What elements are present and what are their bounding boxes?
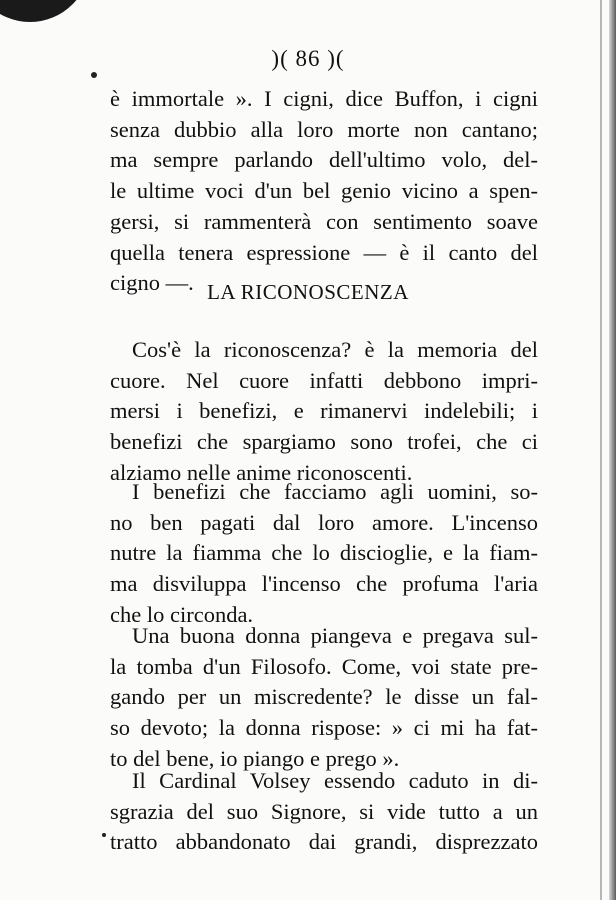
text-line: so devoto; la donna rispose: » ci mi ha fat- — [110, 715, 538, 741]
page-edge-line — [600, 0, 602, 900]
text-line: le ultime voci d'un bel genio vicino a spen- — [110, 178, 538, 204]
paragraph-riconoscenza-4 — [110, 766, 538, 858]
paragraph-riconoscenza-2 — [110, 477, 538, 631]
text-line: I benefizi che facciamo agli uomini, so- — [132, 479, 538, 504]
text-line: tratto abbandonato dai grandi, disprezzato — [110, 829, 538, 855]
section-heading: LA RICONOSCENZA — [207, 280, 409, 304]
text-line: cigno —. — [110, 270, 194, 296]
text-line: Una buona donna piangeva e pregava sul- — [132, 623, 538, 648]
scan-corner-shadow — [0, 0, 90, 22]
text-line: ma disviluppa l'incenso che profuma l'aria — [110, 571, 538, 597]
text-line: gersi, si rammenterà con sentimento soave — [110, 208, 538, 234]
paragraph-riconoscenza-1 — [110, 335, 538, 489]
text-line: Cos'è la riconoscenza? è la memoria del — [132, 337, 538, 362]
text-line: benefizi che spargiamo sono trofei, che ci — [110, 429, 538, 455]
text-line: no ben pagati dal loro amore. L'incenso — [110, 509, 538, 535]
text-line: Il Cardinal Volsey essendo caduto in di- — [132, 768, 538, 793]
text-line: alziamo nelle anime riconoscenti. — [110, 459, 413, 485]
text-line: to del bene, io piango e prego ». — [110, 745, 400, 771]
text-line: sgrazia del suo Signore, si vide tutto a un — [110, 798, 538, 824]
ink-speck — [102, 833, 106, 837]
text-line: ma sempre parlando dell'ultimo volo, del- — [110, 147, 538, 173]
text-line: è immortale ». I cigni, dice Buffon, i cigni — [110, 86, 538, 111]
text-line: mersi i benefizi, e rimanervi indelebili; i — [110, 398, 538, 424]
text-line: senza dubbio alla loro morte non cantano; — [110, 116, 538, 142]
text-line: che lo circonda. — [110, 601, 254, 627]
text-line: nutre la fiamma che lo discioglie, e la fiam- — [110, 540, 538, 566]
page-right-edge — [609, 0, 616, 900]
paragraph-riconoscenza-3 — [110, 621, 538, 775]
paragraph-buffon — [110, 84, 538, 299]
text-line: cuore. Nel cuore infatti debbono impri- — [110, 367, 538, 393]
ink-speck — [91, 72, 97, 78]
text-line: gando per un miscredente? le disse un fal- — [110, 684, 538, 710]
page-number: )( 86 )( — [271, 46, 345, 71]
text-line: quella tenera espressione — è il canto del — [110, 239, 538, 265]
text-line: la tomba d'un Filosofo. Come, voi state pre- — [110, 653, 538, 679]
